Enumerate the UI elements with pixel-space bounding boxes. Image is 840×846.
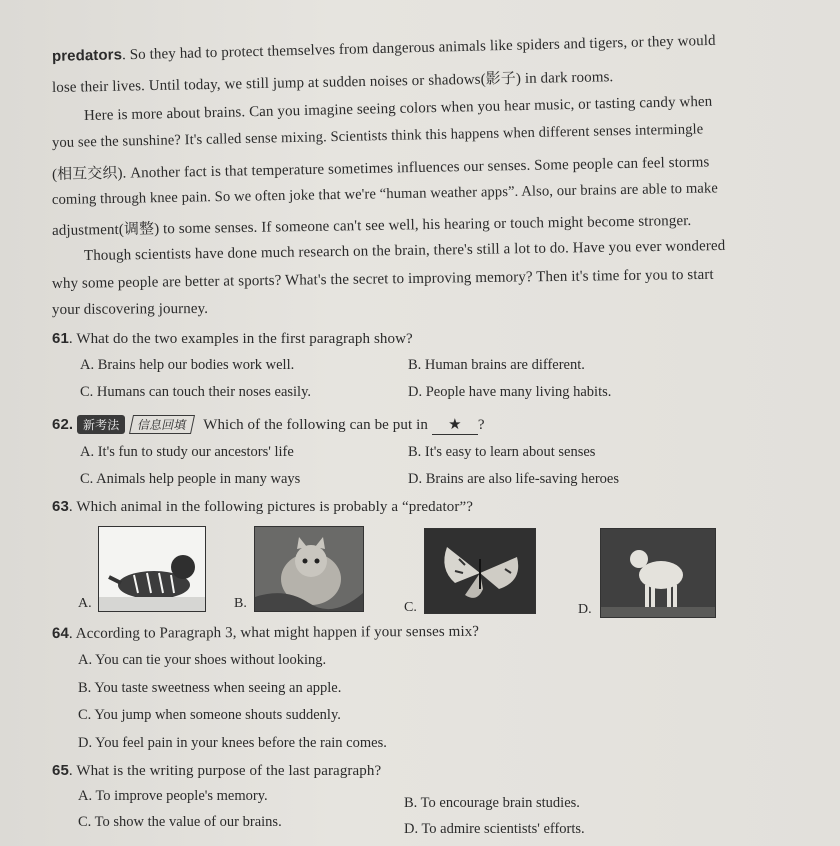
passage-line: coming through knee pain. So we often joke that we're “human weather apps”. Also, our brains are able to make bbox=[51, 180, 719, 208]
q64-option-d: D. You feel pain in your knees before the rain comes. bbox=[78, 735, 387, 751]
cat-picture bbox=[254, 526, 364, 612]
q62-option-d: D. Brains are also life-saving heroes bbox=[408, 471, 619, 487]
q64-option-b: B. You taste sweetness when seeing an apple. bbox=[78, 680, 342, 696]
q65-option-d: D. To admire scientists' efforts. bbox=[404, 821, 585, 837]
q61-option-b: B. Human brains are different. bbox=[408, 357, 585, 373]
q62-option-c: C. Animals help people in many ways bbox=[80, 471, 301, 487]
picture-label-d: D. bbox=[578, 602, 592, 617]
info-fill-badge: 信息回填 bbox=[129, 415, 195, 434]
star-blank: ★ bbox=[432, 415, 478, 435]
passage-line: (相互交织). Another fact is that temperature sometimes influences our senses. Some people can feel storms bbox=[51, 154, 710, 183]
picture-label-b: B. bbox=[234, 596, 247, 611]
question-63: 63. Which animal in the following pictures is probably a “predator”? bbox=[52, 498, 474, 515]
q64-option-a: A. You can tie your shoes without looking. bbox=[78, 652, 327, 668]
question-61: 61. What do the two examples in the first paragraph show? bbox=[52, 330, 413, 347]
passage-line: lose their lives. Until today, we still jump at sudden noises or shadows(影子) in dark rooms. bbox=[51, 69, 614, 96]
q65-option-c: C. To show the value of our brains. bbox=[78, 814, 282, 830]
picture-label-c: C. bbox=[404, 600, 417, 615]
q65-option-a: A. To improve people's memory. bbox=[78, 788, 268, 804]
picture-label-a: A. bbox=[78, 596, 92, 611]
question-62: 62. 新考法 信息回填 Which of the following can be put in ★ ? bbox=[52, 416, 485, 433]
lamb-picture bbox=[600, 528, 716, 618]
passage-line: you see the sunshine? It's called sense mixing. Scientists think this happens when different senses intermingle bbox=[51, 121, 704, 151]
q62-option-a: A. It's fun to study our ancestors' life bbox=[80, 444, 294, 460]
passage-line: Though scientists have done much research on the brain, there's still a lot to do. Have you ever wondered bbox=[83, 237, 726, 264]
passage-line: why some people are better at sports? What's the secret to improving memory? Then it's time for you to start bbox=[51, 266, 714, 292]
new-method-badge: 新考法 bbox=[77, 415, 125, 434]
q62-option-b: B. It's easy to learn about senses bbox=[408, 444, 596, 460]
q61-option-a: A. Brains help our bodies work well. bbox=[80, 357, 295, 373]
q61-option-c: C. Humans can touch their noses easily. bbox=[80, 384, 312, 400]
passage-line: adjustment(调整) to some senses. If someone can't see well, his hearing or touch might become stronger. bbox=[51, 212, 692, 239]
q65-option-b: B. To encourage brain studies. bbox=[404, 795, 580, 811]
passage-line: predators. So they had to protect themselves from dangerous animals like spiders and tigers, or they would bbox=[51, 32, 716, 65]
passage-line: Here is more about brains. Can you imagine seeing colors when you hear music, or tasting candy when bbox=[83, 93, 713, 124]
passage-line: your discovering journey. bbox=[51, 300, 209, 318]
q64-option-c: C. You jump when someone shouts suddenly. bbox=[78, 707, 341, 723]
tiger-picture bbox=[98, 526, 206, 612]
keyword-predators: predators bbox=[51, 46, 123, 65]
butterfly-picture bbox=[424, 528, 536, 614]
q61-option-d: D. People have many living habits. bbox=[408, 384, 612, 400]
question-65: 65. What is the writing purpose of the last paragraph? bbox=[52, 762, 382, 779]
question-64: 64. According to Paragraph 3, what might happen if your senses mix? bbox=[51, 623, 480, 642]
